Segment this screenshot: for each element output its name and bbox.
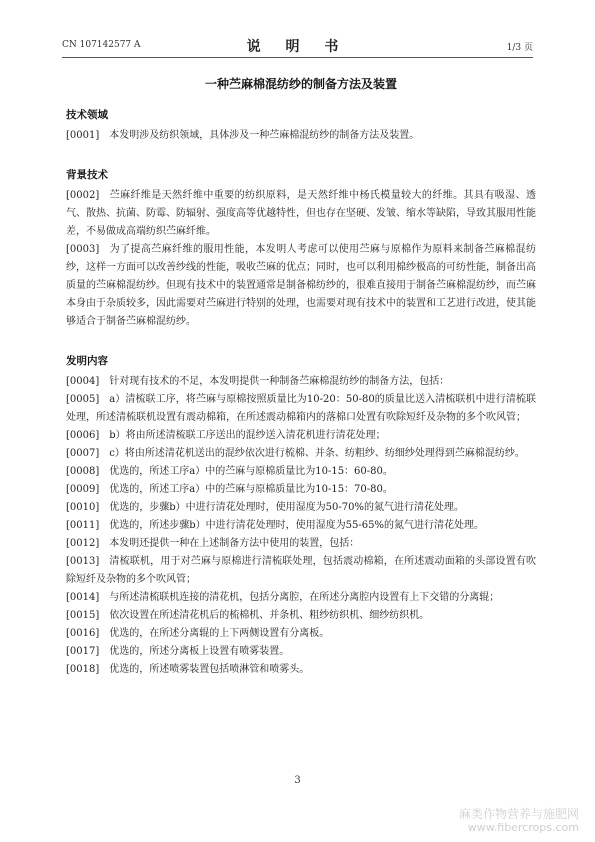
header-divider bbox=[62, 57, 533, 58]
paragraph-0015 bbox=[66, 607, 536, 625]
paragraph-text: a）清梳联工序，将苎麻与原棉按照质量比为10-20：50-80的质量比送入清梳联机中进行清梳联处理，所述清梳联机设置有震动棉箱，在所述震动棉箱内的落棉口处置有吹除短纤及杂物的多个吹风管； bbox=[66, 394, 536, 423]
paragraph-text: 清梳联机，用于对苎麻与原棉进行清梳联处理，包括震动棉箱，在所述震动面箱的头部设置有吹除短纤及杂物的多个吹风管； bbox=[66, 556, 536, 585]
page-header bbox=[62, 36, 533, 56]
paragraph-number: [0014] bbox=[66, 592, 100, 603]
paragraph-number: [0003] bbox=[66, 244, 100, 255]
paragraph-text: 与所述清梳联机连接的清花机，包括分离腔，在所述分离腔内设置有上下交错的分离辊； bbox=[109, 592, 500, 603]
paragraph-number: [0001] bbox=[66, 130, 100, 141]
paragraph-text: 针对现有技术的不足，本发明提供一种制备苎麻棉混纺纱的制备方法，包括： bbox=[109, 376, 450, 387]
paragraph-number: [0018] bbox=[66, 664, 100, 675]
section-heading-summary: 发明内容 bbox=[66, 355, 108, 367]
paragraph-0018 bbox=[66, 661, 536, 679]
paragraph-0017 bbox=[66, 643, 536, 661]
paragraph-number: [0016] bbox=[66, 628, 100, 639]
paragraph-text: 本发明涉及纺织领域，具体涉及一种苎麻棉混纺纱的制备方法及装置。 bbox=[109, 130, 420, 141]
paragraph-number: [0012] bbox=[66, 538, 100, 549]
watermark-url: www.fibercrops.com bbox=[467, 821, 579, 834]
paragraph-0007 bbox=[66, 445, 536, 463]
paragraph-0013 bbox=[66, 553, 536, 589]
paragraph-text: c）将由所述清花机送出的混纱依次进行梳棉、并条、纺粗纱、纺细纱处理得到苎麻棉混纺纱。 bbox=[109, 448, 525, 459]
paragraph-0001 bbox=[66, 127, 536, 145]
paragraph-text: 优选的，所述工序a）中的苎麻与原棉质量比为10-15：60-80。 bbox=[109, 466, 393, 477]
paragraph-0004 bbox=[66, 373, 536, 391]
paragraph-text: 优选的，所述步骤b）中进行清花处理时，使用湿度为55-65%的氮气进行清花处理。 bbox=[109, 520, 484, 531]
paragraph-0016 bbox=[66, 625, 536, 643]
paragraph-number: [0011] bbox=[66, 520, 100, 531]
document-body bbox=[66, 75, 536, 679]
paragraph-text: 苎麻纤维是天然纤维中重要的纺织原料，是天然纤维中杨氏模量较大的纤维。其具有吸湿、透气、散热、抗菌、防霉、防辐射、强度高等优越特性，但也存在坚硬、发皱、缩水等缺陷，导致其服用性能差，不易做成高端纺织苎麻纤维。 bbox=[66, 190, 536, 237]
paragraph-text: 为了提高苎麻纤维的服用性能，本发明人考虑可以使用苎麻与原棉作为原料来制备苎麻棉混纺纱，这样一方面可以改善纱线的性能，吸收苎麻的优点；同时，也可以利用棉纱极高的可纺性能，制备出高质量的苎麻棉混纺纱。但现有技术中的装置通常是制备棉纺纱的，很难直接用于制备苎麻棉混纺纱，而苎麻本身由于杂质较多，因此需要对苎麻进行特别的处理，也需要对现有技术中的装置和工艺进行改进，使其能够适合于制备苎麻棉混纺纱。 bbox=[66, 244, 536, 327]
page-number: 3 bbox=[294, 775, 301, 786]
paragraph-number: [0017] bbox=[66, 646, 100, 657]
paragraph-number: [0013] bbox=[66, 556, 100, 567]
paragraph-number: [0006] bbox=[66, 430, 100, 441]
paragraph-number: [0009] bbox=[66, 484, 100, 495]
paragraph-number: [0004] bbox=[66, 376, 100, 387]
paragraph-0008 bbox=[66, 463, 536, 481]
paragraph-number: [0005] bbox=[66, 394, 100, 405]
paragraph-0011 bbox=[66, 517, 536, 535]
paragraph-text: 优选的，所述工序a）中的苎麻与原棉质量比为10-15：70-80。 bbox=[109, 484, 393, 495]
paragraph-0014 bbox=[66, 589, 536, 607]
paragraph-text: 优选的，在所述分离辊的上下两侧设置有分离板。 bbox=[109, 628, 330, 639]
paragraph-text: b）将由所述清梳联工序送出的混纱送入清花机进行清花处理； bbox=[109, 430, 386, 441]
document-type: 说 明 书 bbox=[246, 39, 349, 55]
paragraph-number: [0007] bbox=[66, 448, 100, 459]
paragraph-text: 优选的，所述分离板上设置有喷雾装置。 bbox=[109, 646, 290, 657]
section-heading-background: 背景技术 bbox=[66, 169, 108, 181]
watermark-title: 麻类作物营养与施肥网 bbox=[458, 807, 579, 821]
page-info: 1/3 页 bbox=[506, 43, 533, 53]
paragraph-0012 bbox=[66, 535, 536, 553]
paragraph-0002 bbox=[66, 187, 536, 241]
paragraph-number: [0008] bbox=[66, 466, 100, 477]
watermark bbox=[459, 808, 579, 834]
paragraph-0006 bbox=[66, 427, 536, 445]
paragraph-0003 bbox=[66, 241, 536, 331]
patent-number: CN 107142577 A bbox=[62, 40, 141, 50]
paragraph-text: 依次设置在所述清花机后的梳棉机、并条机、粗纱纺织机、细纱纺织机。 bbox=[109, 610, 430, 621]
document-title: 一种苎麻棉混纺纱的制备方法及装置 bbox=[204, 77, 397, 91]
paragraph-text: 优选的，步骤b）中进行清花处理时，使用湿度为50-70%的氮气进行清花处理。 bbox=[109, 502, 464, 513]
paragraph-text: 优选的，所述喷雾装置包括喷淋管和喷雾头。 bbox=[109, 664, 310, 675]
section-heading-tech-field: 技术领域 bbox=[66, 109, 108, 121]
paragraph-0009 bbox=[66, 481, 536, 499]
paragraph-text: 本发明还提供一种在上述制备方法中使用的装置，包括： bbox=[109, 538, 360, 549]
paragraph-number: [0002] bbox=[66, 190, 100, 201]
paragraph-number: [0010] bbox=[66, 502, 100, 513]
paragraph-0005 bbox=[66, 391, 536, 427]
paragraph-0010 bbox=[66, 499, 536, 517]
paragraph-number: [0015] bbox=[66, 610, 100, 621]
